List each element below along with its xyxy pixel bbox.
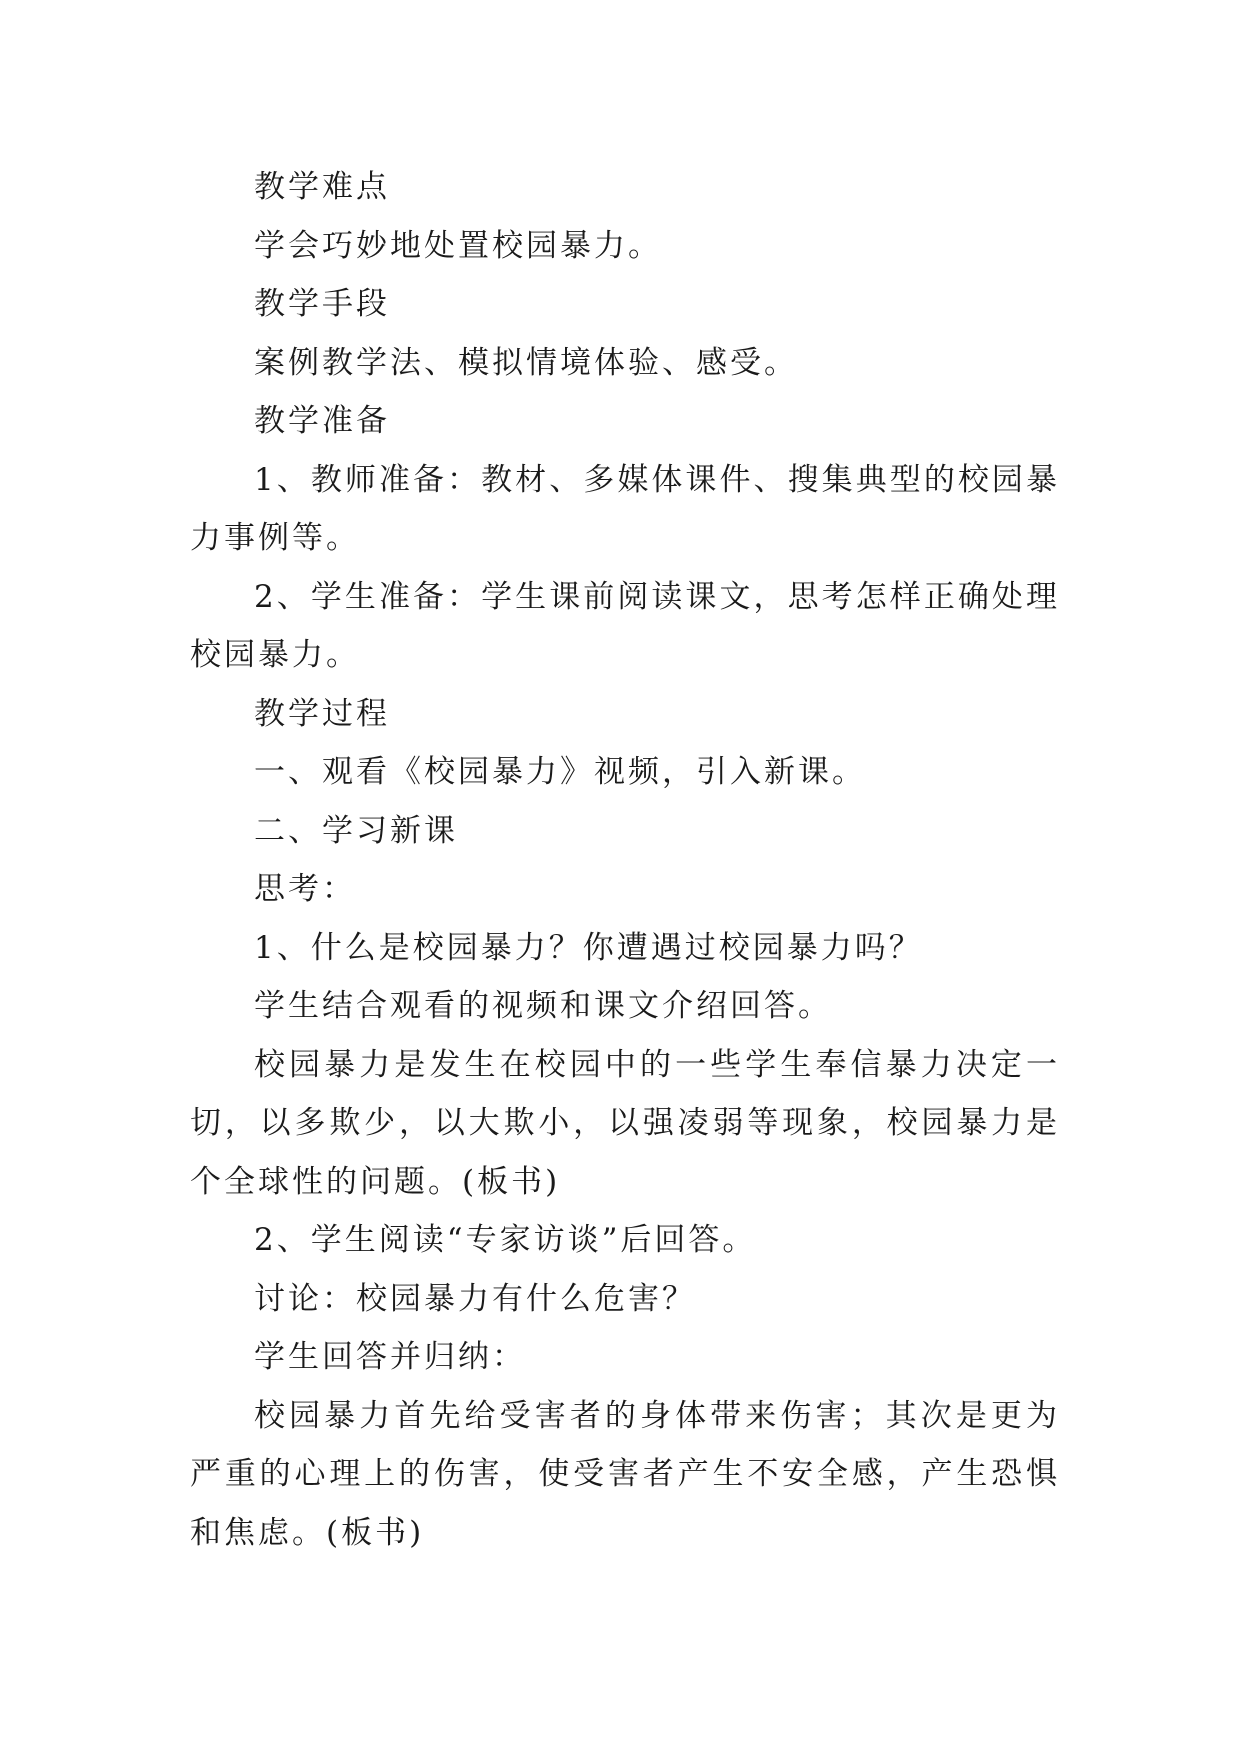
paragraph: 校园暴力是发生在校园中的一些学生奉信暴力决定一切，以多欺少，以大欺小，以强凌弱等现象，校园暴力是个全球性的问题。(板书) [190,1046,1060,1200]
paragraph: 1、什么是校园暴力？你遭遇过校园暴力吗？ [254,929,923,966]
heading-teaching-difficulty: 教学难点 [254,169,390,205]
paragraph: 校园暴力首先给受害者的身体带来伤害；其次是更为严重的心理上的伤害，使受害者产生不安全感，产生恐惧和焦虑。(板书) [190,1397,1060,1551]
paragraph: 讨论：校园暴力有什么危害？ [254,1280,696,1317]
heading-teaching-means: 教学手段 [254,286,390,322]
paragraph: 2、学生阅读“专家访谈”后回答。 [254,1222,757,1258]
document-body [190,158,1060,1562]
paragraph: 思考： [254,871,356,907]
paragraph: 二、学习新课 [254,812,458,849]
paragraph: 一、观看《校园暴力》视频，引入新课。 [254,754,866,790]
paragraph: 案例教学法、模拟情境体验、感受。 [254,344,798,381]
paragraph: 学生回答并归纳： [254,1339,526,1375]
heading-teaching-process: 教学过程 [254,695,390,732]
paragraph: 2、学生准备：学生课前阅读课文，思考怎样正确处理校园暴力。 [190,578,1060,673]
paragraph: 1、教师准备：教材、多媒体课件、搜集典型的校园暴力事例等。 [190,461,1060,556]
paragraph: 学生结合观看的视频和课文介绍回答。 [254,988,832,1024]
heading-teaching-preparation: 教学准备 [254,403,390,439]
paragraph: 学会巧妙地处置校园暴力。 [254,227,662,264]
